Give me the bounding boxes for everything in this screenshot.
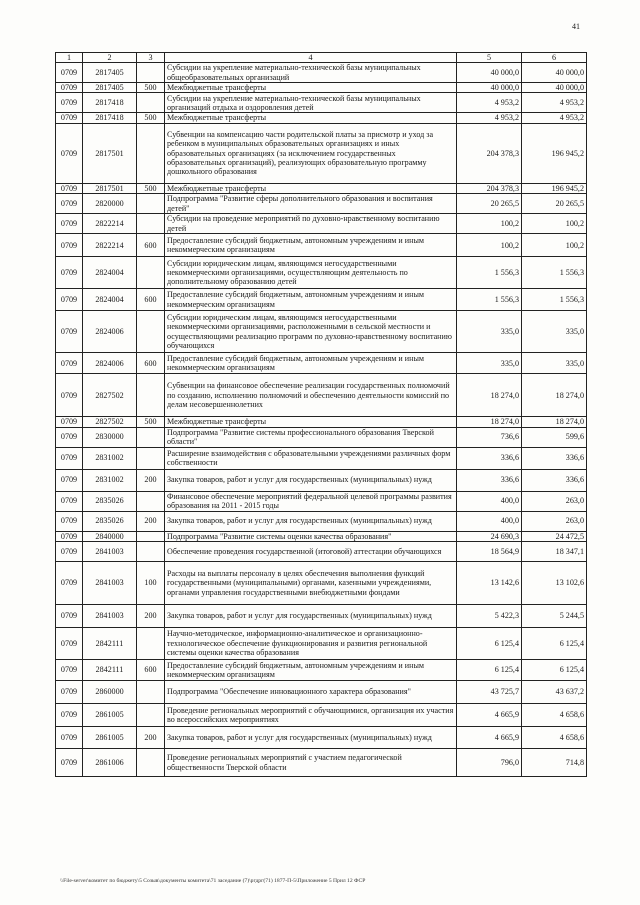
table-row: [56, 469, 587, 491]
amount-col5-cell: 18 274,0: [457, 417, 522, 427]
expense-type-cell: 200: [137, 511, 165, 531]
target-code-cell: 2817405: [83, 63, 137, 83]
table-header-row: [56, 53, 587, 63]
section-code-cell: 0709: [56, 113, 83, 123]
header-cell: 1: [56, 53, 83, 63]
section-code-cell: 0709: [56, 491, 83, 511]
section-code-cell: 0709: [56, 123, 83, 183]
amount-col5-cell: 400,0: [457, 511, 522, 531]
table-row: [56, 257, 587, 289]
section-code-cell: 0709: [56, 374, 83, 417]
section-code-cell: 0709: [56, 214, 83, 234]
amount-col6-cell: 40 000,0: [522, 83, 587, 93]
expense-type-cell: 500: [137, 113, 165, 123]
page-number: 41: [572, 22, 580, 31]
target-code-cell: 2817501: [83, 123, 137, 183]
section-code-cell: 0709: [56, 605, 83, 628]
item-name-cell: Закупка товаров, работ и услуг для государственных (муниципальных) нужд: [165, 727, 457, 749]
target-code-cell: 2831002: [83, 447, 137, 469]
section-code-cell: 0709: [56, 531, 83, 541]
header-cell: 6: [522, 53, 587, 63]
expense-type-cell: 500: [137, 183, 165, 193]
amount-col6-cell: 714,8: [522, 749, 587, 777]
amount-col5-cell: 4 953,2: [457, 93, 522, 113]
section-code-cell: 0709: [56, 353, 83, 374]
expense-type-cell: [137, 491, 165, 511]
expense-type-cell: [137, 427, 165, 447]
amount-col5-cell: 5 422,3: [457, 605, 522, 628]
amount-col5-cell: 204 378,3: [457, 183, 522, 193]
item-name-cell: Субвенции на компенсацию части родительской платы за присмотр и уход за ребенком в муниципальных образовательных организациях и иных образовательных организациях (за исключением государственных образовательных организаций), реализующих образовательную программу дошкольного образования: [165, 123, 457, 183]
amount-col5-cell: 4 953,2: [457, 113, 522, 123]
header-cell: 2: [83, 53, 137, 63]
expense-type-cell: [137, 311, 165, 353]
item-name-cell: Межбюджетные трансферты: [165, 83, 457, 93]
table-row: [56, 749, 587, 777]
expense-type-cell: 200: [137, 727, 165, 749]
amount-col6-cell: 336,6: [522, 447, 587, 469]
target-code-cell: 2824006: [83, 353, 137, 374]
amount-col5-cell: 6 125,4: [457, 660, 522, 681]
amount-col6-cell: 40 000,0: [522, 63, 587, 83]
expense-type-cell: 200: [137, 605, 165, 628]
table-row: [56, 628, 587, 660]
target-code-cell: 2827502: [83, 374, 137, 417]
item-name-cell: Межбюджетные трансферты: [165, 417, 457, 427]
amount-col6-cell: 100,2: [522, 214, 587, 234]
amount-col6-cell: 5 244,5: [522, 605, 587, 628]
budget-table: [55, 52, 587, 777]
amount-col5-cell: 6 125,4: [457, 628, 522, 660]
item-name-cell: Научно-методическое, информационно-аналитическое и организационно-технологическое обеспечение функционирования и развития региональной системы оценки качества образования: [165, 628, 457, 660]
target-code-cell: 2824004: [83, 289, 137, 311]
amount-col5-cell: 1 556,3: [457, 289, 522, 311]
target-code-cell: 2842111: [83, 628, 137, 660]
amount-col6-cell: 43 637,2: [522, 681, 587, 704]
item-name-cell: Подпрограмма "Обеспечение инновационного характера образования": [165, 681, 457, 704]
target-code-cell: 2831002: [83, 469, 137, 491]
target-code-cell: 2817418: [83, 113, 137, 123]
section-code-cell: 0709: [56, 83, 83, 93]
item-name-cell: Субвенции на финансовое обеспечение реализации государственных полномочий по созданию, исполнению полномочий и обеспечению деятельности комиссий по делам несовершеннолетних: [165, 374, 457, 417]
amount-col5-cell: 24 690,3: [457, 531, 522, 541]
target-code-cell: 2841003: [83, 542, 137, 562]
amount-col6-cell: 1 556,3: [522, 257, 587, 289]
table-row: [56, 374, 587, 417]
table-row: [56, 511, 587, 531]
amount-col5-cell: 336,6: [457, 447, 522, 469]
section-code-cell: 0709: [56, 749, 83, 777]
item-name-cell: Обеспечение проведения государственной (итоговой) аттестации обучающихся: [165, 542, 457, 562]
item-name-cell: Предоставление субсидий бюджетным, автономным учреждениям и иным некоммерческим организациям: [165, 289, 457, 311]
target-code-cell: 2861006: [83, 749, 137, 777]
amount-col5-cell: 18 274,0: [457, 374, 522, 417]
item-name-cell: Закупка товаров, работ и услуг для государственных (муниципальных) нужд: [165, 605, 457, 628]
expense-type-cell: [137, 681, 165, 704]
target-code-cell: 2817405: [83, 83, 137, 93]
amount-col6-cell: 263,0: [522, 491, 587, 511]
expense-type-cell: 500: [137, 83, 165, 93]
amount-col6-cell: 335,0: [522, 311, 587, 353]
table-row: [56, 605, 587, 628]
amount-col5-cell: 204 378,3: [457, 123, 522, 183]
section-code-cell: 0709: [56, 257, 83, 289]
target-code-cell: 2841003: [83, 562, 137, 605]
table-row: [56, 681, 587, 704]
table-row: [56, 447, 587, 469]
item-name-cell: Субсидии на проведение мероприятий по духовно-нравственному воспитанию детей: [165, 214, 457, 234]
amount-col6-cell: 13 102,6: [522, 562, 587, 605]
section-code-cell: 0709: [56, 628, 83, 660]
amount-col6-cell: 4 658,6: [522, 727, 587, 749]
target-code-cell: 2841003: [83, 605, 137, 628]
amount-col5-cell: 43 725,7: [457, 681, 522, 704]
section-code-cell: 0709: [56, 93, 83, 113]
amount-col6-cell: 1 556,3: [522, 289, 587, 311]
table-row: [56, 727, 587, 749]
amount-col5-cell: 18 564,9: [457, 542, 522, 562]
expense-type-cell: 100: [137, 562, 165, 605]
table-row: [56, 113, 587, 123]
header-cell: 5: [457, 53, 522, 63]
table-row: [56, 542, 587, 562]
table-row: [56, 417, 587, 427]
target-code-cell: 2861005: [83, 727, 137, 749]
expense-type-cell: [137, 214, 165, 234]
target-code-cell: 2835026: [83, 491, 137, 511]
table-row: [56, 234, 587, 257]
target-code-cell: 2842111: [83, 660, 137, 681]
amount-col6-cell: 6 125,4: [522, 628, 587, 660]
item-name-cell: Расширение взаимодействия с образовательными учреждениями различных форм собственности: [165, 447, 457, 469]
section-code-cell: 0709: [56, 704, 83, 727]
target-code-cell: 2861005: [83, 704, 137, 727]
section-code-cell: 0709: [56, 469, 83, 491]
table-row: [56, 183, 587, 193]
target-code-cell: 2824004: [83, 257, 137, 289]
target-code-cell: 2822214: [83, 234, 137, 257]
section-code-cell: 0709: [56, 311, 83, 353]
expense-type-cell: 600: [137, 289, 165, 311]
target-code-cell: 2817501: [83, 183, 137, 193]
amount-col6-cell: 196 945,2: [522, 183, 587, 193]
expense-type-cell: [137, 63, 165, 83]
table-row: [56, 311, 587, 353]
expense-type-cell: [137, 374, 165, 417]
item-name-cell: Субсидии юридическим лицам, являющимся негосударственными некоммерческими организациями, расположенными в сельской местности и осуществляющими реализацию программ по духовно-нравственному воспитанию обучающихся: [165, 311, 457, 353]
amount-col6-cell: 336,6: [522, 469, 587, 491]
item-name-cell: Закупка товаров, работ и услуг для государственных (муниципальных) нужд: [165, 511, 457, 531]
section-code-cell: 0709: [56, 660, 83, 681]
header-cell: 3: [137, 53, 165, 63]
target-code-cell: 2817418: [83, 93, 137, 113]
item-name-cell: Субсидии на укрепление материально-технической базы муниципальных организаций отдыха и оздоровления детей: [165, 93, 457, 113]
item-name-cell: Субсидии юридическим лицам, являющимся негосударственными некоммерческими организациями, осуществляющим деятельность по дополнительному образованию детей: [165, 257, 457, 289]
target-code-cell: 2830000: [83, 427, 137, 447]
item-name-cell: Межбюджетные трансферты: [165, 113, 457, 123]
amount-col6-cell: 6 125,4: [522, 660, 587, 681]
item-name-cell: Подпрограмма "Развитие сферы дополнительного образования и воспитания детей": [165, 194, 457, 214]
item-name-cell: Подпрограмма "Развитие системы профессионального образования Тверской области": [165, 427, 457, 447]
item-name-cell: Проведение региональных мероприятий с обучающимися, организация их участия во всероссийских мероприятиях: [165, 704, 457, 727]
amount-col6-cell: 24 472,5: [522, 531, 587, 541]
table-row: [56, 427, 587, 447]
amount-col6-cell: 335,0: [522, 353, 587, 374]
target-code-cell: 2822214: [83, 214, 137, 234]
section-code-cell: 0709: [56, 447, 83, 469]
item-name-cell: Расходы на выплаты персоналу в целях обеспечения выполнения функций государственными (муниципальными) органами, казенными учреждениями, органами управления государственными внебюджетными фондами: [165, 562, 457, 605]
item-name-cell: Финансовое обеспечение мероприятий федеральной целевой программы развития образования на 2011 - 2015 годы: [165, 491, 457, 511]
item-name-cell: Предоставление субсидий бюджетным, автономным учреждениям и иным некоммерческим организациям: [165, 660, 457, 681]
table-row: [56, 660, 587, 681]
amount-col6-cell: 196 945,2: [522, 123, 587, 183]
amount-col6-cell: 4 658,6: [522, 704, 587, 727]
table-row: [56, 562, 587, 605]
amount-col6-cell: 4 953,2: [522, 93, 587, 113]
expense-type-cell: 500: [137, 417, 165, 427]
amount-col5-cell: 335,0: [457, 311, 522, 353]
section-code-cell: 0709: [56, 427, 83, 447]
table-row: [56, 194, 587, 214]
amount-col5-cell: 100,2: [457, 214, 522, 234]
table-row: [56, 93, 587, 113]
section-code-cell: 0709: [56, 63, 83, 83]
amount-col5-cell: 40 000,0: [457, 63, 522, 83]
amount-col5-cell: 40 000,0: [457, 83, 522, 93]
table-row: [56, 123, 587, 183]
amount-col5-cell: 736,6: [457, 427, 522, 447]
amount-col6-cell: 18 347,1: [522, 542, 587, 562]
item-name-cell: Проведение региональных мероприятий с участием педагогической общественности Тверской области: [165, 749, 457, 777]
item-name-cell: Подпрограмма "Развитие системы оценки качества образования": [165, 531, 457, 541]
section-code-cell: 0709: [56, 289, 83, 311]
header-cell: 4: [165, 53, 457, 63]
expense-type-cell: [137, 93, 165, 113]
expense-type-cell: [137, 749, 165, 777]
amount-col6-cell: 18 274,0: [522, 374, 587, 417]
section-code-cell: 0709: [56, 681, 83, 704]
amount-col5-cell: 796,0: [457, 749, 522, 777]
expense-type-cell: 600: [137, 660, 165, 681]
amount-col6-cell: 263,0: [522, 511, 587, 531]
table-row: [56, 704, 587, 727]
amount-col5-cell: 20 265,5: [457, 194, 522, 214]
table-row: [56, 531, 587, 541]
target-code-cell: 2820000: [83, 194, 137, 214]
item-name-cell: Закупка товаров, работ и услуг для государственных (муниципальных) нужд: [165, 469, 457, 491]
section-code-cell: 0709: [56, 183, 83, 193]
expense-type-cell: 600: [137, 353, 165, 374]
target-code-cell: 2835026: [83, 511, 137, 531]
table-row: [56, 353, 587, 374]
expense-type-cell: [137, 531, 165, 541]
section-code-cell: 0709: [56, 562, 83, 605]
expense-type-cell: [137, 542, 165, 562]
section-code-cell: 0709: [56, 234, 83, 257]
expense-type-cell: [137, 447, 165, 469]
expense-type-cell: [137, 704, 165, 727]
amount-col5-cell: 335,0: [457, 353, 522, 374]
target-code-cell: 2840000: [83, 531, 137, 541]
table-row: [56, 83, 587, 93]
amount-col6-cell: 100,2: [522, 234, 587, 257]
item-name-cell: Субсидии на укрепление материально-технической базы муниципальных общеобразовательных организаций: [165, 63, 457, 83]
amount-col6-cell: 18 274,0: [522, 417, 587, 427]
section-code-cell: 0709: [56, 727, 83, 749]
item-name-cell: Межбюджетные трансферты: [165, 183, 457, 193]
expense-type-cell: [137, 257, 165, 289]
amount-col5-cell: 100,2: [457, 234, 522, 257]
section-code-cell: 0709: [56, 511, 83, 531]
target-code-cell: 2827502: [83, 417, 137, 427]
expense-type-cell: 600: [137, 234, 165, 257]
amount-col5-cell: 1 556,3: [457, 257, 522, 289]
expense-type-cell: [137, 194, 165, 214]
table-row: [56, 214, 587, 234]
section-code-cell: 0709: [56, 542, 83, 562]
amount-col5-cell: 400,0: [457, 491, 522, 511]
target-code-cell: 2824006: [83, 311, 137, 353]
amount-col5-cell: 13 142,6: [457, 562, 522, 605]
file-path-footer: \\File-server\комитет по бюджету\5 Созыв\документы комитета\71 заседание (7)\ргдрг(71) 1877-П-5\Приложение 5 Прил 12 ФСР: [60, 878, 366, 884]
table-row: [56, 491, 587, 511]
section-code-cell: 0709: [56, 194, 83, 214]
amount-col6-cell: 20 265,5: [522, 194, 587, 214]
expense-type-cell: 200: [137, 469, 165, 491]
table-row: [56, 289, 587, 311]
table-row: [56, 63, 587, 83]
amount-col5-cell: 4 665,9: [457, 704, 522, 727]
item-name-cell: Предоставление субсидий бюджетным, автономным учреждениям и иным некоммерческим организациям: [165, 353, 457, 374]
amount-col5-cell: 336,6: [457, 469, 522, 491]
amount-col6-cell: 599,6: [522, 427, 587, 447]
target-code-cell: 2860000: [83, 681, 137, 704]
section-code-cell: 0709: [56, 417, 83, 427]
item-name-cell: Предоставление субсидий бюджетным, автономным учреждениям и иным некоммерческим организациям: [165, 234, 457, 257]
expense-type-cell: [137, 628, 165, 660]
expense-type-cell: [137, 123, 165, 183]
amount-col6-cell: 4 953,2: [522, 113, 587, 123]
amount-col5-cell: 4 665,9: [457, 727, 522, 749]
